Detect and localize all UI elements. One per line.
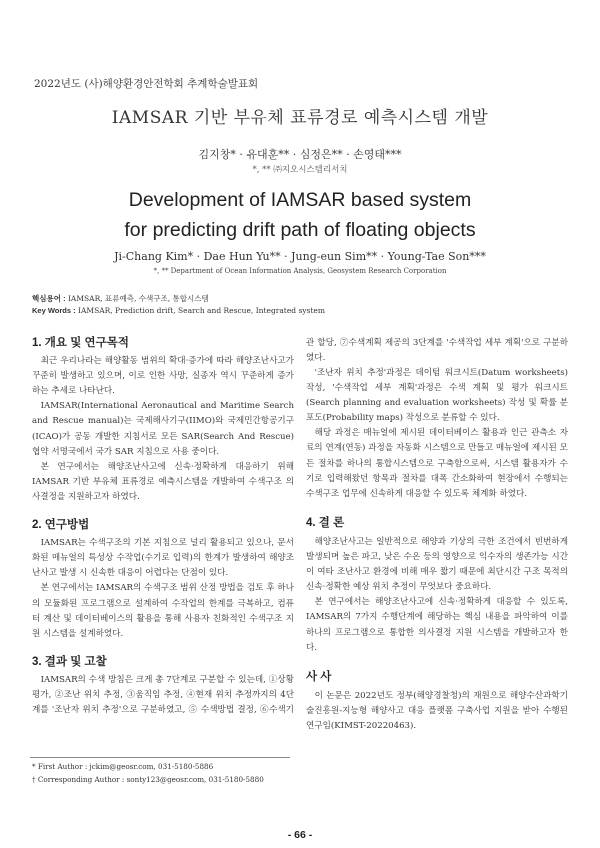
conclusion-paragraph: 해양조난사고는 일반적으로 해양과 기상의 극한 조건에서 빈번하게 발생되며 높은 파고, 낮은 수온 등의 영향으로 익수자의 생존가능 시간이 여타 조난사고 환경에 비해 매우 짧기 때문에 최단시간 구조 목적의 신속·정확한 예상 위치 추정이 무엇보다 중요하다.: [306, 536, 568, 593]
results-paragraph-continued: 관 할당, ⑦수색계획 제공의 3단계를 '수색작업 세부 계획'으로 구분하였다.: [306, 338, 568, 364]
keywords-ko-label: 핵심용어 :: [32, 294, 66, 303]
results-heading: 3. 결과 및 고찰: [32, 655, 107, 668]
korean-title: IAMSAR 기반 부유체 표류경로 예측시스템 개발: [111, 108, 489, 128]
acknowledgment-heading: 사 사: [306, 670, 332, 683]
results-paragraph: '조난자 위치 추정'과정은 데이텀 워크시트(Datum worksheets) 작성, '수색작업 세부 계획'과정은 수색 계획 및 평가 워크시트(Search planning and evaluation worksheets) 작성 및 확률 분포도(Probability maps) 작성으로 분류할 수 있다.: [306, 368, 568, 424]
keywords-en-label: Key Words :: [32, 306, 76, 315]
intro-paragraph: IAMSAR(International Aeronautical and Maritime Search and Rescue manual)는 국제해사기구(IIMO)와 국제민간항공기구(ICAO)가 공동 개발한 지침서로 모든 SAR(Search And Rescue) 협약 서명국에서 국가 SAR 지침으로 사용 중이다.: [32, 401, 294, 457]
keywords-ko-text: IAMSAR, 표류예측, 수색구조, 통합시스템: [67, 294, 209, 303]
results-paragraph-part1: [32, 673, 294, 718]
method-heading: 2. 연구방법: [32, 519, 90, 532]
english-authors: Ji-Chang Kim* · Dae Hun Yu** · Jung-eun Sim** · Young-Tae Son***: [114, 250, 486, 263]
footnote-corresponding-author: † Corresponding Author : sonty123@geosr.com, 031-5180-5880: [32, 775, 264, 784]
footnote-first-author: * First Author : jckim@geosr.com, 031-5180-5886: [32, 762, 214, 771]
acknowledgment-paragraph: 이 논문은 2022년도 정부(해양경찰청)의 재원으로 해양수산과학기술진흥원-지능형 해양사고 대응 플랫폼 구축사업 지원을 받아 수행된 연구임(KIMST-20220463).: [306, 690, 568, 731]
results-paragraph: 해당 과정은 매뉴얼에 제시된 데이터베이스 활용과 인근 관측소 자료의 연계(연동) 과정을 자동화 시스템으로 만들고 매뉴얼에 제시된 모든 절차를 하나의 통합시스템으로 구축함으로써, 시스템 활용자가 수기로 입력해왔던 항목과 절차를 대폭 간소화하여 현장에서 수행되는 수색구조 업무에 신속하게 대응할 수 있도록 체계화 하였다.: [306, 428, 568, 499]
intro-paragraph: 본 연구에서는 해양조난사고에 신속·정확하게 대응하기 위해 IAMSAR 기반 부유체 표류경로 예측시스템을 개발하여 수색구조 의사결정을 지원하고자 하였다.: [32, 461, 294, 502]
english-affiliation: *, ** Department of Ocean Information Analysis, Geosystem Research Corporation: [153, 267, 447, 275]
left-column: [32, 336, 294, 718]
method-paragraph: IAMSAR는 수색구조의 기본 지침으로 널리 활용되고 있으나, 문서화된 매뉴얼의 특성상 수작업(수기로 입력)의 한계가 발생하여 해양조난사고 발생 시 신속한 대응이 어렵다는 단점이 있다.: [32, 538, 294, 579]
korean-affiliation: *, ** ㈜지오시스템리서치: [252, 165, 348, 175]
english-title-line1: Development of IAMSAR based system: [128, 189, 472, 211]
keywords-en-text: IAMSAR, Prediction drift, Search and Rescue, Integrated system: [78, 306, 325, 315]
english-title-line2: for predicting drift path of floating objects: [124, 219, 476, 241]
results-paragraph: IAMSAR의 수색 방침은 크게 총 7단계로 구분할 수 있는데, ①상황 평가, ②조난 위치 추정, ③움직임 추정, ④현재 위치 추정까지의 4단계를 '조난자 위치 추정'으로 구분하였고, ⑤ 수색방법 결정, ⑥수색기: [32, 674, 294, 716]
page-number: - 66 -: [287, 829, 313, 841]
conference-header: 2022년도 (사)해양환경안전학회 추계학술발표회: [34, 78, 259, 90]
korean-keywords: [32, 293, 209, 304]
footnote-divider: [30, 757, 290, 758]
intro-heading: 1. 개요 및 연구목적: [32, 337, 129, 349]
english-title: [0, 185, 600, 245]
intro-paragraph: 최근 우리나라는 해양활동 범위의 확대·증가에 따라 해양조난사고가 꾸준히 발생하고 있으며, 이로 인한 사망, 실종자 역시 꾸준하게 증가하는 추세로 나타난다.: [32, 356, 294, 397]
right-column: [306, 336, 568, 734]
conclusion-paragraph: 본 연구에서는 해양조난사고에 신속·정확하게 대응할 수 있도록, IAMSAR의 7가지 수행단계에 해당하는 핵심 내용을 파악하여 이를 하나의 프로그램으로 통합한 의사결정 지원 시스템을 개발하고자 한다.: [306, 597, 568, 653]
english-keywords: [32, 306, 325, 315]
conclusion-heading: 4. 결 론: [306, 516, 345, 529]
korean-authors: 김지창* · 유대훈** · 심정은** · 손영태***: [198, 148, 402, 161]
method-paragraph: 본 연구에서는 IAMSAR의 수색구조 범위 산정 방법을 검토 후 하나의 모듈화된 프로그램으로 설계하여 수작업의 한계를 극복하고, 컴퓨터 계산 및 데이터베이스의 활용을 통해 사용자 친화적인 수색구조 지원 시스템을 설계하였다.: [32, 583, 294, 639]
results-paragraph-part2: [306, 336, 568, 366]
